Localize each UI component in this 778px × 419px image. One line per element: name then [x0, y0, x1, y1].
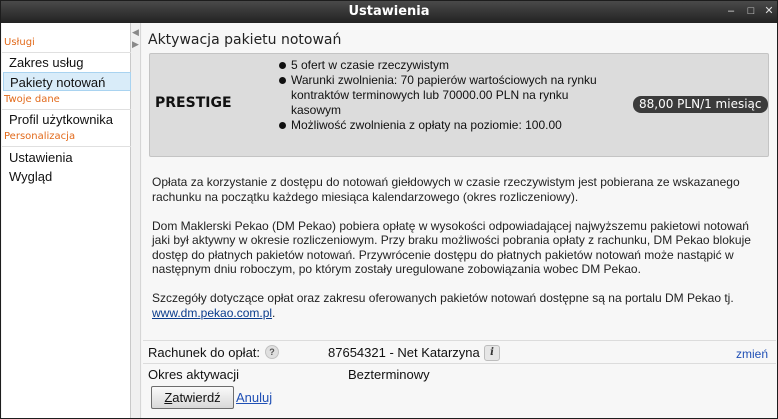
- sidebar: [2, 23, 131, 418]
- package-features: [278, 58, 608, 133]
- title-bar[interactable]: [1, 1, 777, 23]
- confirm-button[interactable]: [151, 386, 234, 409]
- sidebar-item-quote-packages[interactable]: Pakiety notowań: [3, 72, 131, 91]
- sidebar-group-your-data: Twoje dane: [4, 94, 60, 105]
- package-feature: Warunki zwolnienia: 70 papierów wartościowych na rynku kontraktów terminowych lub 70000.00 PLN na rynku kasowym: [278, 73, 608, 118]
- help-icon[interactable]: ?: [265, 345, 279, 359]
- sidebar-item-user-profile[interactable]: Profil użytkownika: [9, 112, 114, 127]
- sidebar-item-appearance[interactable]: Wygląd: [9, 169, 53, 184]
- divider: [143, 340, 776, 341]
- close-icon[interactable]: ✕: [764, 5, 774, 17]
- description-paragraph: Dom Maklerski Pekao (DM Pekao) pobiera opłatę w wysokości odpowiadającej najwyższemu pakietowi notowań jaki był aktywny w okresie rozliczeniowym. Przy braku możliwości pobrania opłaty z rachunku, DM Pekao blokuje dostęp do płatnych pakietów notowań. Przywrócenie dostępu do płatnych pakietów notowań może nastąpić w następnym dniu roboczym, po którym zostały uregulowane zobowiązania wobec DM Pekao.: [152, 218, 751, 276]
- confirm-mnemonic: Z: [164, 390, 173, 405]
- sidebar-group-services: Usługi: [4, 37, 35, 48]
- description-paragraph: [152, 291, 752, 320]
- package-name: PRESTIGE: [155, 95, 232, 111]
- sidebar-item-service-scope[interactable]: Zakres usług: [9, 55, 84, 70]
- sidebar-item-settings[interactable]: Ustawienia: [9, 150, 73, 165]
- account-label: Rachunek do opłat:: [148, 345, 261, 360]
- description-text: .: [272, 305, 276, 320]
- description-text: Szczegóły dotyczące opłat oraz zakresu oferowanych pakietów notowań dostępne są na portalu DM Pekao tj.: [152, 291, 734, 305]
- main-panel: [142, 23, 777, 418]
- expand-right-icon[interactable]: ▶: [132, 39, 139, 49]
- cancel-link[interactable]: Anuluj: [236, 390, 273, 405]
- fee-description: [152, 175, 752, 335]
- description-paragraph: Opłata za korzystanie z dostępu do notowań giełdowych w czasie rzeczywistym jest pobierana ze wskazanego rachunku na początku każdego miesiąca kalendarzowego (okres rozliczeniowy).: [152, 175, 740, 204]
- info-icon[interactable]: i: [484, 345, 500, 361]
- portal-link[interactable]: www.dm.pekao.com.pl: [152, 305, 273, 320]
- change-account-link[interactable]: zmień: [736, 347, 769, 361]
- collapse-left-icon[interactable]: ◀: [132, 27, 139, 37]
- divider: [143, 363, 776, 364]
- page-title: Aktywacja pakietu notowań: [148, 32, 342, 48]
- confirm-label: atwierdź: [172, 390, 221, 405]
- package-feature: 5 ofert w czasie rzeczywistym: [278, 58, 608, 73]
- minimize-icon[interactable]: –: [727, 5, 735, 17]
- activation-period-value: Bezterminowy: [348, 367, 430, 382]
- group-divider: [2, 146, 131, 147]
- package-card: [149, 53, 769, 157]
- maximize-icon[interactable]: □: [747, 5, 755, 17]
- account-value: 87654321 - Net Katarzyna: [328, 345, 480, 360]
- activation-period-label: Okres aktywacji: [148, 367, 240, 382]
- price-badge: 88,00 PLN/1 miesiąc: [633, 96, 768, 113]
- sidebar-group-personalization: Personalizacja: [4, 131, 76, 142]
- package-feature: Możliwość zwolnienia z opłaty na poziomie: 100.00: [278, 118, 608, 133]
- sidebar-splitter[interactable]: [131, 23, 141, 418]
- window-title: Ustawienia: [348, 4, 430, 19]
